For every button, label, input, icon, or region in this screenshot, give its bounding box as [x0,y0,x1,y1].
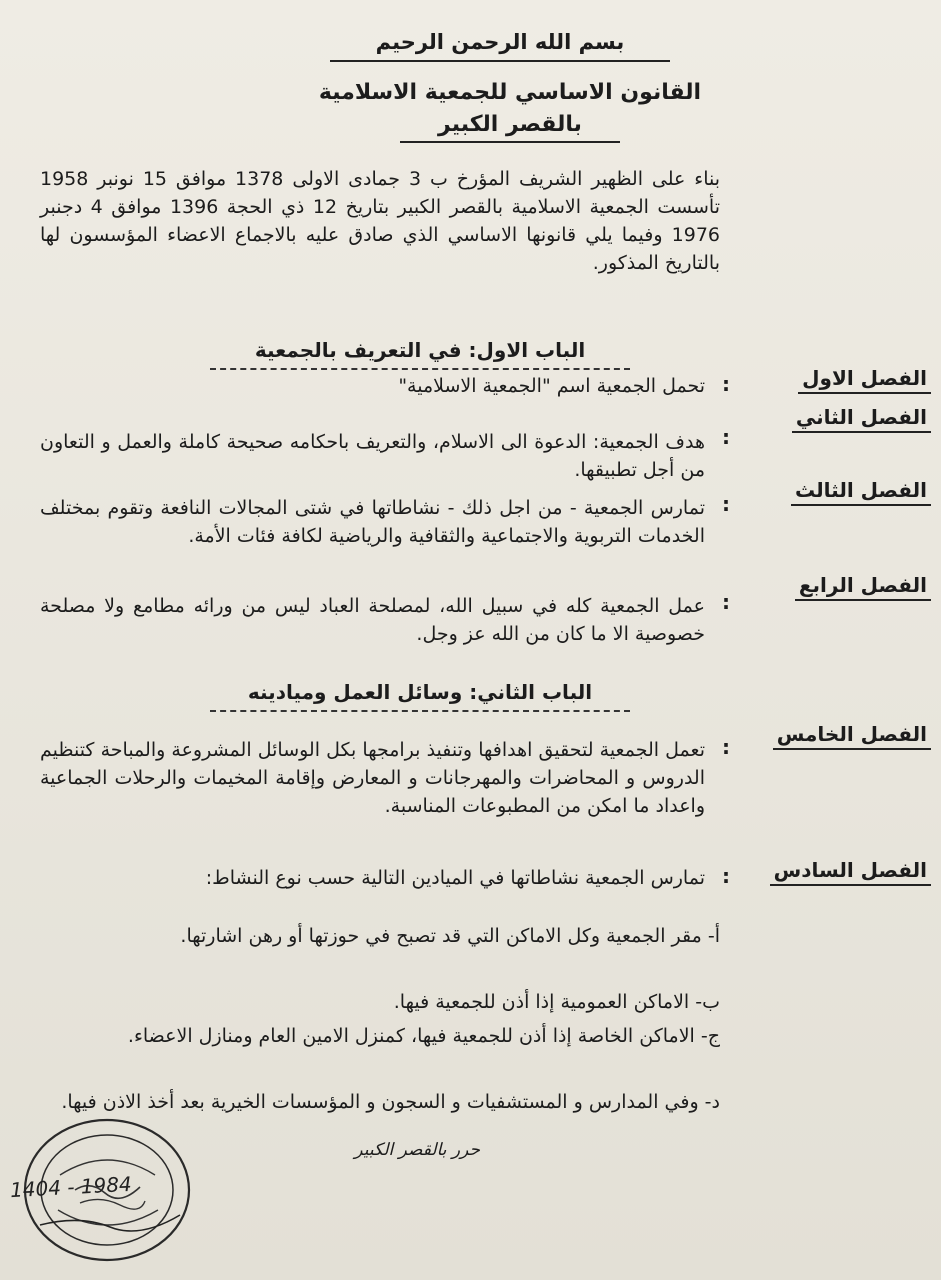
handwritten-date: 1404 - 1984 [9,1171,133,1203]
chapter-2-label: الفصل الثاني [751,405,931,433]
book-1-heading: الباب الاول: في التعريف بالجمعية [200,338,640,370]
signature-line: حرر بالقصر الكبير [354,1140,480,1160]
chapter-6-colon: : [722,864,730,888]
chapter-4-colon: : [722,590,730,614]
chapter-1-colon: : [722,372,730,396]
chapter-2-colon: : [722,425,730,449]
document-title: القانون الاساسي للجمعية الاسلامية [318,80,702,105]
list-item-a: أ- مقر الجمعية وكل الاماكن التي قد تصبح في حوزتها أو رهن اشارتها. [180,925,720,947]
chapter-3-label: الفصل الثالث [751,478,931,506]
chapter-1-label: الفصل الاول [751,366,931,394]
basmala: بسم الله الرحمن الرحيم [300,30,700,62]
chapter-4-label: الفصل الرابع [751,573,931,601]
chapter-4-text: عمل الجمعية كله في سبيل الله، لمصلحة العباد ليس من ورائه مطامع ولا مصلحة خصوصية الا ما كان من الله عز وجل. [40,595,705,645]
chapter-5-label: الفصل الخامس [751,722,931,750]
chapter-2-text: هدف الجمعية: الدعوة الى الاسلام، والتعريف باحكامه صحيحة كاملة والعمل و التعاون من أجل تطبيقها. [40,431,705,481]
book-2-heading: الباب الثاني: وسائل العمل وميادينه [200,680,640,712]
chapter-1-text: تحمل الجمعية اسم "الجمعية الاسلامية" [398,375,705,397]
intro-paragraph: بناء على الظهير الشريف المؤرخ ب 3 جمادى الاولى 1378 موافق 15 نونبر 1958 تأسست الجمعية الاسلامية بالقصر الكبير بتاريخ 12 ذي الحجة 1396 موافق 4 دجنبر 1976 وفيما يلي قانونها الاساسي الذي صادق عليه بالاجماع الاعضاء المؤسسون لها بالتاريخ المذكور. [40,168,721,274]
chapter-3-text: تمارس الجمعية - من اجل ذلك - نشاطاتها في شتى المجالات النافعة وتقوم بمختلف الخدمات التربوية والاجتماعية والثقافية والرياضية لكافة فئات الأمة. [40,497,705,547]
list-item-c: ج- الاماكن الخاصة إذا أذن للجمعية فيها، كمنزل الامين العام ومنازل الاعضاء. [127,1025,720,1047]
document-city: بالقصر الكبير [360,112,660,143]
chapter-5-text: تعمل الجمعية لتحقيق اهدافها وتنفيذ برامجها بكل الوسائل المشروعة والمباحة كتنظيم الدروس و المحاضرات والمهرجانات و المعارض وإقامة المخيمات والرحلات الجماعية واعداد ما امكن من المطبوعات المناسبة. [40,739,705,817]
chapter-6-label: الفصل السادس [751,858,931,886]
list-item-d: د- وفي المدارس و المستشفيات و السجون و المؤسسات الخيرية بعد أخذ الاذن فيها. [61,1091,720,1113]
list-item-b: ب- الاماكن العمومية إذا أذن للجمعية فيها. [393,991,720,1013]
chapter-5-colon: : [722,735,730,759]
chapter-3-colon: : [722,492,730,516]
chapter-6-text: تمارس الجمعية نشاطاتها في الميادين التالية حسب نوع النشاط: [205,867,705,889]
